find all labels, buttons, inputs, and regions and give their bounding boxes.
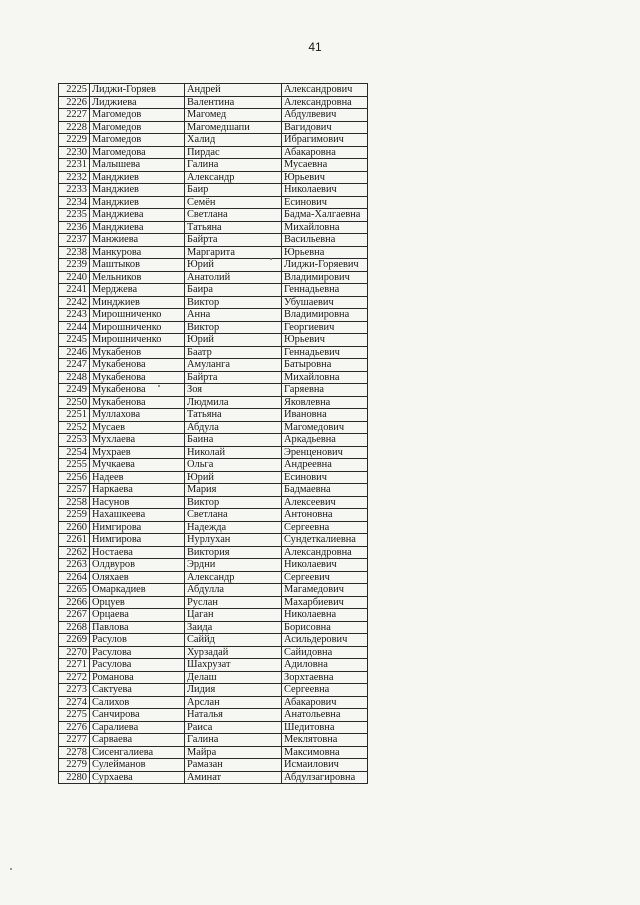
- last-name: Мукабенова: [90, 371, 185, 384]
- first-name: Андрей: [185, 84, 282, 97]
- row-number: 2241: [59, 284, 90, 297]
- patronymic: Николаевна: [282, 609, 368, 622]
- table-row: [59, 96, 368, 109]
- table-row: [59, 409, 368, 422]
- patronymic: Махарбиевич: [282, 596, 368, 609]
- row-number: 2237: [59, 234, 90, 247]
- table-row: [59, 284, 368, 297]
- first-name: Хурзадай: [185, 646, 282, 659]
- patronymic: Александрович: [282, 84, 368, 97]
- table-row: [59, 584, 368, 597]
- row-number: 2258: [59, 496, 90, 509]
- first-name: Саййд: [185, 634, 282, 647]
- table-row: [59, 159, 368, 172]
- table-row: [59, 146, 368, 159]
- last-name: Лиджи-Горяев: [90, 84, 185, 97]
- table-row: [59, 346, 368, 359]
- first-name: Александр: [185, 171, 282, 184]
- last-name: Мусаев: [90, 421, 185, 434]
- row-number: 2251: [59, 409, 90, 422]
- first-name: Семён: [185, 196, 282, 209]
- last-name: Насунов: [90, 496, 185, 509]
- row-number: 2271: [59, 659, 90, 672]
- row-number: 2280: [59, 771, 90, 784]
- patronymic: Мусаевна: [282, 159, 368, 172]
- table-row: [59, 521, 368, 534]
- first-name: Майра: [185, 746, 282, 759]
- first-name: Виктор: [185, 496, 282, 509]
- last-name: Сактуева: [90, 684, 185, 697]
- last-name: Магомедов: [90, 121, 185, 134]
- table-row: [59, 684, 368, 697]
- table-row: [59, 421, 368, 434]
- roster-table: [58, 83, 368, 784]
- patronymic: Владимирович: [282, 271, 368, 284]
- row-number: 2233: [59, 184, 90, 197]
- table-row: [59, 321, 368, 334]
- row-number: 2242: [59, 296, 90, 309]
- first-name: Цаган: [185, 609, 282, 622]
- last-name: Сулейманов: [90, 759, 185, 772]
- last-name: Манджиев: [90, 171, 185, 184]
- first-name: Галина: [185, 159, 282, 172]
- patronymic: Аркадьевна: [282, 434, 368, 447]
- table-row: [59, 296, 368, 309]
- last-name: Магомедова: [90, 146, 185, 159]
- last-name: Магомедов: [90, 134, 185, 147]
- table-row: [59, 471, 368, 484]
- row-number: 2253: [59, 434, 90, 447]
- patronymic: Бадма-Халгаевна: [282, 209, 368, 222]
- row-number: 2274: [59, 696, 90, 709]
- patronymic: Шедитовна: [282, 721, 368, 734]
- page-number: 41: [308, 40, 322, 54]
- last-name: Оляхаев: [90, 571, 185, 584]
- first-name: Байрта: [185, 371, 282, 384]
- row-number: 2225: [59, 84, 90, 97]
- first-name: Абдулла: [185, 584, 282, 597]
- last-name: Сисенгалиева: [90, 746, 185, 759]
- last-name: Мукабенова: [90, 359, 185, 372]
- row-number: 2268: [59, 621, 90, 634]
- last-name: Манджиев: [90, 196, 185, 209]
- table-row: [59, 771, 368, 784]
- patronymic: Убушаевич: [282, 296, 368, 309]
- row-number: 2248: [59, 371, 90, 384]
- patronymic: Абдулзагировна: [282, 771, 368, 784]
- first-name: Арслан: [185, 696, 282, 709]
- table-row: [59, 709, 368, 722]
- first-name: Баатр: [185, 346, 282, 359]
- last-name: Санчирова: [90, 709, 185, 722]
- table-row: [59, 509, 368, 522]
- scan-speck: [10, 868, 12, 870]
- first-name: Виктор: [185, 321, 282, 334]
- table-row: [59, 209, 368, 222]
- row-number: 2227: [59, 109, 90, 122]
- last-name: Орцуев: [90, 596, 185, 609]
- table-row: [59, 396, 368, 409]
- patronymic: Георгиевич: [282, 321, 368, 334]
- table-row: [59, 171, 368, 184]
- row-number: 2240: [59, 271, 90, 284]
- row-number: 2273: [59, 684, 90, 697]
- row-number: 2265: [59, 584, 90, 597]
- first-name: Абдула: [185, 421, 282, 434]
- patronymic: Магамедович: [282, 584, 368, 597]
- table-row: [59, 571, 368, 584]
- first-name: Юрий: [185, 334, 282, 347]
- last-name: Малышева: [90, 159, 185, 172]
- row-number: 2239: [59, 259, 90, 272]
- first-name: Светлана: [185, 209, 282, 222]
- first-name: Виктория: [185, 546, 282, 559]
- last-name: Саралиева: [90, 721, 185, 734]
- last-name: Сарваева: [90, 734, 185, 747]
- last-name: Наркаева: [90, 484, 185, 497]
- table-row: [59, 234, 368, 247]
- row-number: 2260: [59, 521, 90, 534]
- first-name: Александр: [185, 571, 282, 584]
- first-name: Халид: [185, 134, 282, 147]
- row-number: 2236: [59, 221, 90, 234]
- patronymic: Есинович: [282, 471, 368, 484]
- patronymic: Эренценович: [282, 446, 368, 459]
- first-name: Аминат: [185, 771, 282, 784]
- table-row: [59, 534, 368, 547]
- last-name: Мукабенов: [90, 346, 185, 359]
- last-name: Нахашкеева: [90, 509, 185, 522]
- last-name: Мухлаева: [90, 434, 185, 447]
- row-number: 2250: [59, 396, 90, 409]
- patronymic: Сайидовна: [282, 646, 368, 659]
- table-row: [59, 671, 368, 684]
- first-name: Нурлухан: [185, 534, 282, 547]
- first-name: Анна: [185, 309, 282, 322]
- row-number: 2263: [59, 559, 90, 572]
- row-number: 2252: [59, 421, 90, 434]
- row-number: 2235: [59, 209, 90, 222]
- last-name: Муллахова: [90, 409, 185, 422]
- patronymic: Исмаилович: [282, 759, 368, 772]
- table-row: [59, 359, 368, 372]
- table-row: [59, 134, 368, 147]
- patronymic: Яковлевна: [282, 396, 368, 409]
- first-name: Баир: [185, 184, 282, 197]
- patronymic: Ибрагимович: [282, 134, 368, 147]
- first-name: Шахрузат: [185, 659, 282, 672]
- patronymic: Бадмаевна: [282, 484, 368, 497]
- first-name: Эрдни: [185, 559, 282, 572]
- patronymic: Юрьевна: [282, 246, 368, 259]
- patronymic: Гаряевна: [282, 384, 368, 397]
- last-name: Мирошниченко: [90, 321, 185, 334]
- row-number: 2261: [59, 534, 90, 547]
- table-row: [59, 371, 368, 384]
- first-name: Руслан: [185, 596, 282, 609]
- first-name: Зоя: [185, 384, 282, 397]
- row-number: 2230: [59, 146, 90, 159]
- patronymic: Сундеткалиевна: [282, 534, 368, 547]
- row-number: 2232: [59, 171, 90, 184]
- last-name: Нимгирова: [90, 521, 185, 534]
- row-number: 2255: [59, 459, 90, 472]
- first-name: Раиса: [185, 721, 282, 734]
- last-name: Романова: [90, 671, 185, 684]
- patronymic: Геннадьевич: [282, 346, 368, 359]
- first-name: Юрий: [185, 259, 282, 272]
- table-row: [59, 109, 368, 122]
- table-row: [59, 546, 368, 559]
- row-number: 2270: [59, 646, 90, 659]
- row-number: 2275: [59, 709, 90, 722]
- first-name: Делаш: [185, 671, 282, 684]
- patronymic: Андреевна: [282, 459, 368, 472]
- patronymic: Батыровна: [282, 359, 368, 372]
- row-number: 2229: [59, 134, 90, 147]
- row-number: 2262: [59, 546, 90, 559]
- first-name: Амуланга: [185, 359, 282, 372]
- table-row: [59, 734, 368, 747]
- table-row: [59, 271, 368, 284]
- last-name: Мирошниченко: [90, 309, 185, 322]
- table-row: [59, 559, 368, 572]
- patronymic: Вагидович: [282, 121, 368, 134]
- table-row: [59, 121, 368, 134]
- table-row: [59, 459, 368, 472]
- first-name: Светлана: [185, 509, 282, 522]
- last-name: Мукабенова: [90, 396, 185, 409]
- table-row: [59, 434, 368, 447]
- row-number: 2259: [59, 509, 90, 522]
- row-number: 2256: [59, 471, 90, 484]
- last-name: Ностаева: [90, 546, 185, 559]
- first-name: Баира: [185, 284, 282, 297]
- scan-speck: [158, 385, 160, 387]
- patronymic: Максимовна: [282, 746, 368, 759]
- first-name: Мария: [185, 484, 282, 497]
- table-row: [59, 496, 368, 509]
- last-name: Магомедов: [90, 109, 185, 122]
- last-name: Мирошниченко: [90, 334, 185, 347]
- patronymic: Геннадьевна: [282, 284, 368, 297]
- row-number: 2249: [59, 384, 90, 397]
- table-row: [59, 621, 368, 634]
- row-number: 2238: [59, 246, 90, 259]
- patronymic: Юрьевич: [282, 171, 368, 184]
- row-number: 2267: [59, 609, 90, 622]
- row-number: 2254: [59, 446, 90, 459]
- first-name: Татьяна: [185, 221, 282, 234]
- table-row: [59, 634, 368, 647]
- patronymic: Анатольевна: [282, 709, 368, 722]
- patronymic: Абдулвевич: [282, 109, 368, 122]
- last-name: Лиджиева: [90, 96, 185, 109]
- first-name: Байрта: [185, 234, 282, 247]
- patronymic: Ивановна: [282, 409, 368, 422]
- row-number: 2269: [59, 634, 90, 647]
- last-name: Расулова: [90, 659, 185, 672]
- patronymic: Асильдерович: [282, 634, 368, 647]
- table-row: [59, 721, 368, 734]
- table-row: [59, 196, 368, 209]
- table-row: [59, 646, 368, 659]
- first-name: Надежда: [185, 521, 282, 534]
- patronymic: Михайловна: [282, 371, 368, 384]
- patronymic: Владимировна: [282, 309, 368, 322]
- first-name: Людмила: [185, 396, 282, 409]
- patronymic: Меклятовна: [282, 734, 368, 747]
- last-name: Мухраев: [90, 446, 185, 459]
- row-number: 2266: [59, 596, 90, 609]
- scan-speck: [270, 258, 272, 260]
- row-number: 2245: [59, 334, 90, 347]
- row-number: 2276: [59, 721, 90, 734]
- last-name: Мучкаева: [90, 459, 185, 472]
- patronymic: Сергеевич: [282, 571, 368, 584]
- first-name: Валентина: [185, 96, 282, 109]
- first-name: Татьяна: [185, 409, 282, 422]
- patronymic: Зорхтаевна: [282, 671, 368, 684]
- first-name: Галина: [185, 734, 282, 747]
- first-name: Лидия: [185, 684, 282, 697]
- patronymic: Лиджи-Горяевич: [282, 259, 368, 272]
- table-row: [59, 259, 368, 272]
- patronymic: Есинович: [282, 196, 368, 209]
- first-name: Магомедшапи: [185, 121, 282, 134]
- last-name: Орцаева: [90, 609, 185, 622]
- table-row: [59, 84, 368, 97]
- last-name: Сурхаева: [90, 771, 185, 784]
- patronymic: Адиловна: [282, 659, 368, 672]
- row-number: 2243: [59, 309, 90, 322]
- first-name: Маргарита: [185, 246, 282, 259]
- first-name: Ольга: [185, 459, 282, 472]
- last-name: Расулов: [90, 634, 185, 647]
- patronymic: Абакаровна: [282, 146, 368, 159]
- row-number: 2244: [59, 321, 90, 334]
- patronymic: Юрьевич: [282, 334, 368, 347]
- first-name: Наталья: [185, 709, 282, 722]
- first-name: Юрий: [185, 471, 282, 484]
- last-name: Минджиев: [90, 296, 185, 309]
- table-row: [59, 221, 368, 234]
- first-name: Виктор: [185, 296, 282, 309]
- patronymic: Антоновна: [282, 509, 368, 522]
- last-name: Манкурова: [90, 246, 185, 259]
- last-name: Маштыков: [90, 259, 185, 272]
- first-name: Пирдас: [185, 146, 282, 159]
- table-row: [59, 334, 368, 347]
- last-name: Надеев: [90, 471, 185, 484]
- last-name: Манжиева: [90, 234, 185, 247]
- row-number: 2247: [59, 359, 90, 372]
- row-number: 2226: [59, 96, 90, 109]
- patronymic: Алексеевич: [282, 496, 368, 509]
- last-name: Мукабенова: [90, 384, 185, 397]
- table-row: [59, 659, 368, 672]
- patronymic: Сергеевна: [282, 521, 368, 534]
- patronymic: Александровна: [282, 546, 368, 559]
- last-name: Омаркадиев: [90, 584, 185, 597]
- table-row: [59, 246, 368, 259]
- patronymic: Сергеевна: [282, 684, 368, 697]
- last-name: Павлова: [90, 621, 185, 634]
- first-name: Заида: [185, 621, 282, 634]
- row-number: 2257: [59, 484, 90, 497]
- first-name: Баина: [185, 434, 282, 447]
- roster-body: [59, 84, 368, 784]
- table-row: [59, 384, 368, 397]
- patronymic: Абакарович: [282, 696, 368, 709]
- row-number: 2278: [59, 746, 90, 759]
- row-number: 2231: [59, 159, 90, 172]
- last-name: Мельников: [90, 271, 185, 284]
- last-name: Манджиева: [90, 209, 185, 222]
- table-row: [59, 746, 368, 759]
- table-row: [59, 696, 368, 709]
- last-name: Олдвуров: [90, 559, 185, 572]
- row-number: 2264: [59, 571, 90, 584]
- table-row: [59, 309, 368, 322]
- first-name: Николай: [185, 446, 282, 459]
- table-row: [59, 609, 368, 622]
- row-number: 2272: [59, 671, 90, 684]
- table-row: [59, 596, 368, 609]
- first-name: Анатолий: [185, 271, 282, 284]
- table-row: [59, 446, 368, 459]
- last-name: Манджиев: [90, 184, 185, 197]
- last-name: Мерджева: [90, 284, 185, 297]
- row-number: 2246: [59, 346, 90, 359]
- table-row: [59, 184, 368, 197]
- first-name: Магомед: [185, 109, 282, 122]
- row-number: 2228: [59, 121, 90, 134]
- row-number: 2279: [59, 759, 90, 772]
- patronymic: Васильевна: [282, 234, 368, 247]
- patronymic: Александровна: [282, 96, 368, 109]
- table-row: [59, 484, 368, 497]
- patronymic: Борисовна: [282, 621, 368, 634]
- patronymic: Николаевич: [282, 184, 368, 197]
- row-number: 2234: [59, 196, 90, 209]
- last-name: Манджиева: [90, 221, 185, 234]
- patronymic: Михайловна: [282, 221, 368, 234]
- table-row: [59, 759, 368, 772]
- patronymic: Магомедович: [282, 421, 368, 434]
- row-number: 2277: [59, 734, 90, 747]
- last-name: Нимгирова: [90, 534, 185, 547]
- last-name: Салихов: [90, 696, 185, 709]
- first-name: Рамазан: [185, 759, 282, 772]
- last-name: Расулова: [90, 646, 185, 659]
- patronymic: Николаевич: [282, 559, 368, 572]
